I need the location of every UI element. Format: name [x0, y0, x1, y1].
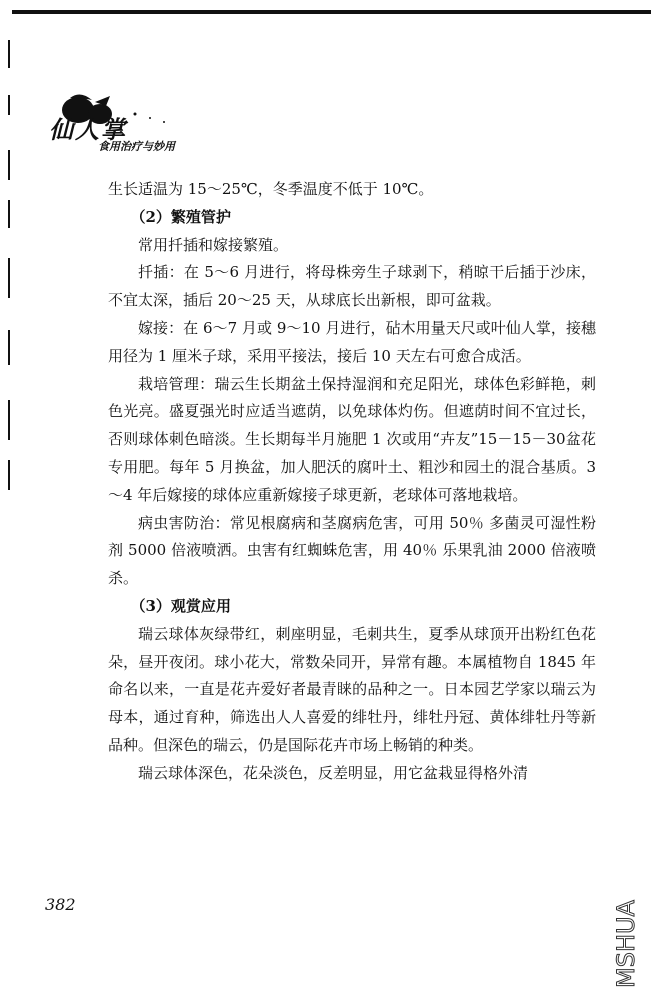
paragraph: 瑞云球体灰绿带红，刺座明显，毛刺共生，夏季从球顶开出粉红色花朵，昼开夜闭。球小花大，常数朵同开，异常有趣。本属植物自 1845 年命名以来，一直是花卉爱好者最青睐的品种之一。日本园艺学家以瑞云为母本，通过育种，筛选出人人喜爱的绯牡丹，绯牡丹冠、黄体绯牡丹等新品种。但深色的瑞云，仍是国际花卉市场上畅销的种类。	[108, 624, 596, 754]
margin-bar	[8, 460, 10, 490]
margin-bar	[8, 40, 10, 68]
paragraph: 生长适温为 15～25℃，冬季温度不低于 10℃。	[108, 180, 434, 198]
margin-bar	[8, 200, 10, 228]
section-heading: （3）观赏应用	[130, 596, 231, 615]
margin-bar	[8, 330, 10, 365]
section-heading: （2）繁殖管护	[130, 207, 231, 226]
page-number: 382	[45, 895, 76, 914]
paragraph: 瑞云球体深色，花朵淡色，反差明显，用它盆栽显得格外清	[138, 763, 529, 782]
margin-bar	[8, 95, 10, 115]
book-series-title: 仙人掌	[49, 115, 127, 144]
paragraph: 病虫害防治：常见根腐病和茎腐病危害，可用 50％ 多菌灵可湿性粉剂 5000 倍液喷洒。虫害有红蜘蛛危害，用 40％ 乐果乳油 2000 倍液喷杀。	[108, 513, 596, 588]
book-series-subtitle: 食用治疗与妙用	[98, 140, 175, 153]
paragraph: 扦插：在 5～6 月进行，将母株旁生子球剥下，稍晾干后插于沙床，不宜太深，插后 20～25 天，从球底长出新根，即可盆栽。	[108, 263, 596, 310]
paragraph: 栽培管理：瑞云生长期盆土保持湿润和充足阳光，球体色彩鲜艳，刺色光亮。盛夏强光时应适当遮荫，以免球体灼伤。但遮荫时间不宜过长，否则球体刺色暗淡。生长期每半月施肥 1 次或用“卉友”15－15－30盆花专用肥。每年 5 月换盆，加人肥沃的腐叶土、粗沙和园土的混合基质。3～4 年后嫁接的球体应重新嫁接子球更新，老球体可落地栽培。	[108, 374, 596, 504]
margin-bar	[8, 258, 10, 298]
top-border-rule	[12, 10, 651, 14]
margin-bar	[8, 400, 10, 440]
margin-bar	[8, 150, 10, 180]
watermark-text: MSHUA	[612, 900, 640, 988]
body-text	[108, 176, 596, 788]
watermark	[604, 880, 644, 990]
paragraph: 常用扦插和嫁接繁殖。	[138, 235, 289, 254]
paragraph: 嫁接：在 6～7 月或 9～10 月进行，砧木用量天尺或叶仙人掌，接穗用径为 1 厘米子球，采用平接法，接后 10 天左右可愈合成活。	[108, 318, 596, 365]
